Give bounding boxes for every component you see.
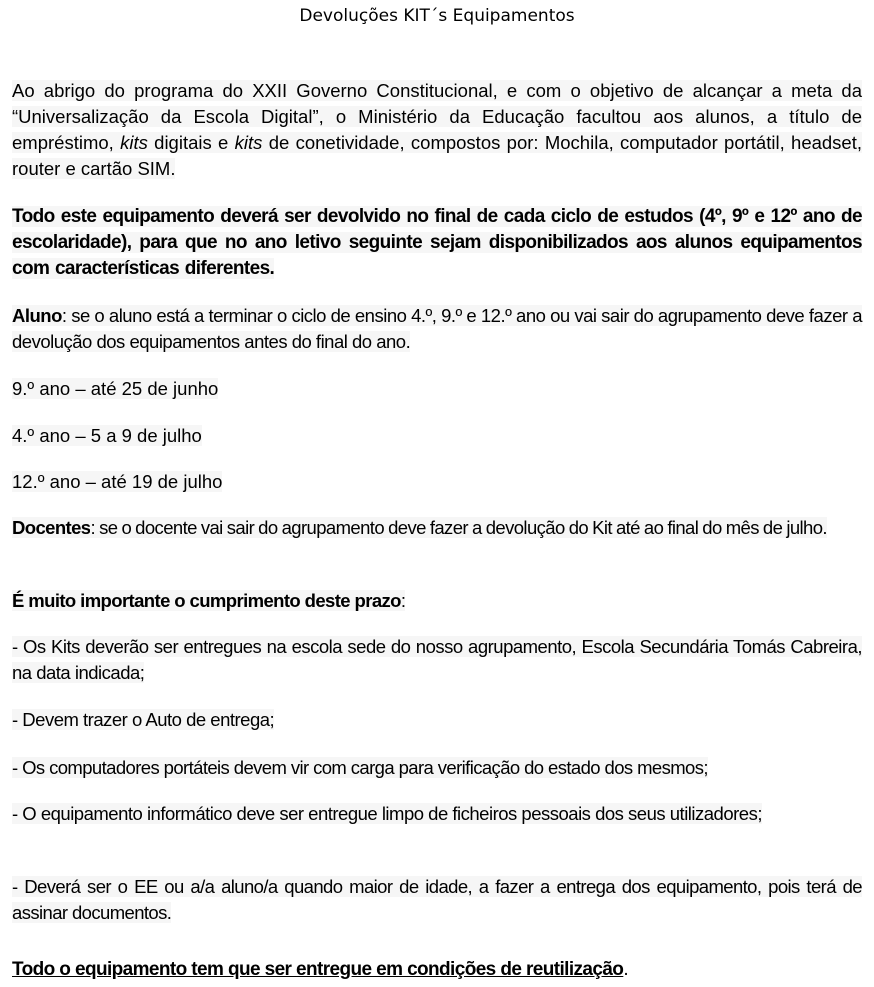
rule-text: - Os Kits deverão ser entregues na escola sede do nosso agrupamento, Escola Secundária Tomás Cabreira, na data indicada; xyxy=(12,636,862,683)
deadline-9-ano: 9.º ano – até 25 de junho xyxy=(12,378,219,399)
important-label: É muito importante o cumprimento deste prazo xyxy=(12,590,401,611)
intro-text-1: Ao abrigo do programa do XXII Governo Constitucional, e com o objetivo de alcançar a meta da “Universalização da Escola Digital”, o Ministério da Educação facultou aos alunos, a título de empréstimo, xyxy=(12,80,862,153)
rule-item xyxy=(12,801,862,827)
docentes-text: : se o docente vai sair do agrupamento deve fazer a devolução do Kit até ao final do mês de julho. xyxy=(90,517,827,538)
deadline-12-ano: 12.º ano – até 19 de julho xyxy=(12,471,223,492)
bold-notice-text: Todo este equipamento deverá ser devolvido no final de cada ciclo de estudos (4º, 9º e 12º ano de escolaridade), para que no ano letivo seguinte sejam disponibilizados aos alunos equipamentos com características diferentes. xyxy=(12,206,862,279)
deadline-4-ano: 4.º ano – 5 a 9 de julho xyxy=(12,425,202,446)
aluno-paragraph xyxy=(12,303,862,355)
deadline-item xyxy=(12,376,862,402)
rule-text: - Os computadores portáteis devem vir com carga para verificação do estado dos mesmos; xyxy=(12,757,708,778)
docentes-label: Docentes xyxy=(12,517,91,538)
deadline-item xyxy=(12,423,862,449)
bold-notice xyxy=(12,204,862,282)
rule-item xyxy=(12,707,862,733)
kits-emphasis-1: kits xyxy=(120,132,148,153)
important-suffix: : xyxy=(400,590,406,611)
aluno-label: Aluno xyxy=(12,305,62,326)
kits-emphasis-2: kits xyxy=(234,132,263,153)
closing-suffix: . xyxy=(623,959,629,980)
docentes-paragraph xyxy=(12,515,862,541)
document-title: Devoluções KIT´s Equipamentos xyxy=(299,6,575,26)
closing-statement xyxy=(12,957,862,983)
rule-item xyxy=(12,874,862,926)
aluno-text: : se o aluno está a terminar o ciclo de ensino 4.º, 9.º e 12.º ano ou vai sair do agrupamento deve fazer a devolução dos equipamentos antes do final do ano. xyxy=(12,305,862,352)
intro-text-3: de conetividade, compostos por: Mochila, computador portátil, headset, router e cartão SIM. xyxy=(12,132,862,179)
rule-text: - Deverá ser o EE ou a/a aluno/a quando maior de idade, a fazer a entrega dos equipamento, pois terá de assinar documentos. xyxy=(12,876,862,923)
closing-text: Todo o equipamento tem que ser entregue em condições de reutilização xyxy=(12,959,624,980)
intro-text-2: digitais e xyxy=(147,132,235,153)
intro-paragraph xyxy=(12,78,862,182)
deadline-item xyxy=(12,469,862,495)
rule-text: - Devem trazer o Auto de entrega; xyxy=(12,709,275,730)
rule-text: - O equipamento informático deve ser entregue limpo de ficheiros pessoais dos seus utilizadores; xyxy=(12,803,762,824)
important-heading xyxy=(12,588,862,614)
rule-item xyxy=(12,634,862,686)
rule-item xyxy=(12,755,862,781)
